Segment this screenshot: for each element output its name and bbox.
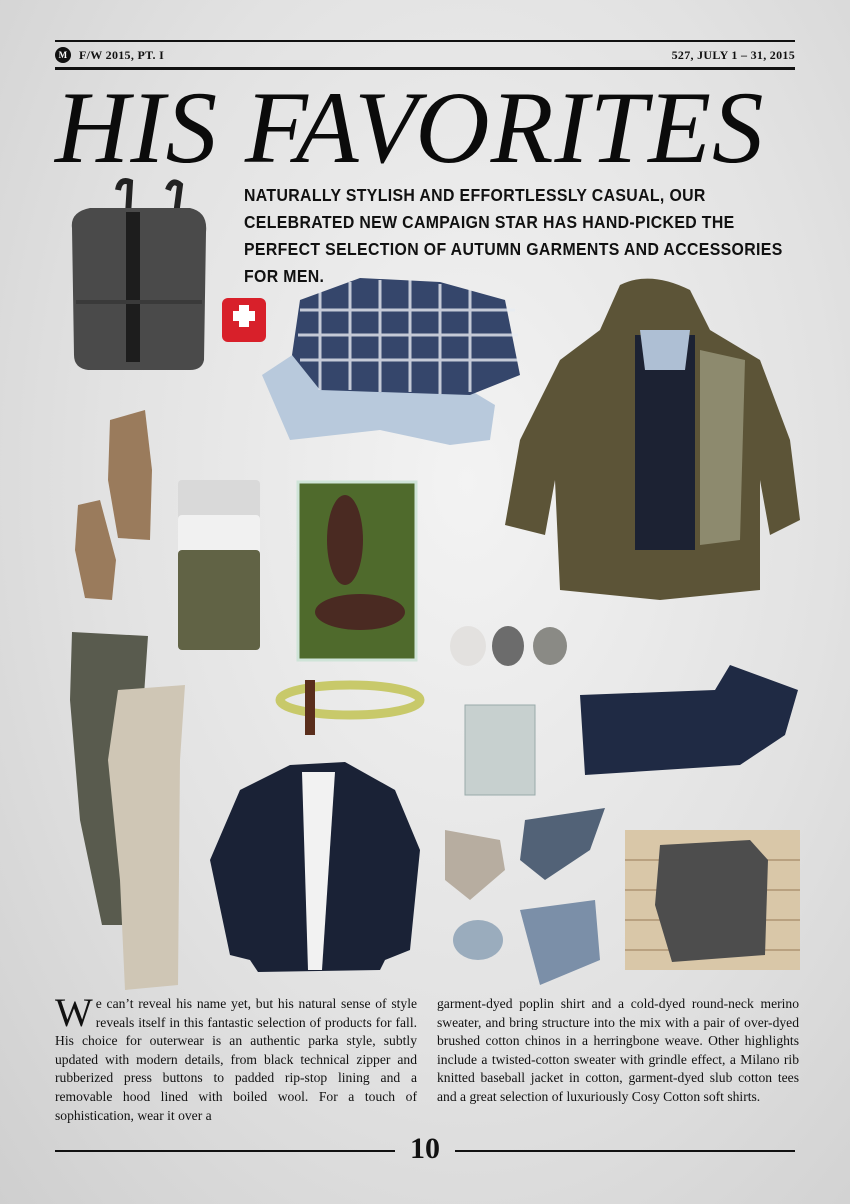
scarves-icon [445,808,605,985]
brand-logo-icon: M [55,47,71,63]
body-column-1 [55,990,417,1125]
body-col1-text: e can’t reveal his name yet, but his natural sense of style reveals itself in this fantastic selection of products for fall. His choice for outerwear is an authentic parka style, subtly updated with modern details, from black technical zipper and rubberized press buttons to padded rip-stop lining and a removable hood lined with boiled wool. For a touch of sophistication, wear it over a [55,996,417,1123]
baseball-jacket-icon [210,762,420,972]
shirts-icon [262,278,520,445]
dropcap: W [55,990,93,1035]
chinos-icon [580,665,798,775]
date-label: 527, JULY 1 – 31, 2015 [671,47,795,62]
stones-icon [450,626,567,666]
issue-label: F/W 2015, PT. I [79,47,165,62]
parka-icon [505,279,800,600]
page-number: 10 [410,1132,440,1165]
page-title: HIS FAVORITES [55,71,765,185]
logs-sweater-icon [625,830,800,970]
trousers-icon [70,632,185,990]
book-icon [465,705,535,795]
body-column-2: garment-dyed poplin shirt and a cold-dyed round-neck merino sweater, and bring structure into the mix with a pair of over-dyed brushed cotton chinos in a herringbone weave. Other highlights include a twisted-cotton sweater with grindle effect, a Milano rib knitted baseball jacket in cotton, garment-dyed slub cotton tees and a great selection of luxuriously Cosy Cotton soft shirts. [437,996,799,1104]
first-aid-kit-icon [222,298,266,342]
bark-icon [75,410,152,600]
backpack-icon [72,181,206,370]
sneakers-icon [298,482,416,660]
footer-rule-right [455,1150,795,1152]
footer-rule-left [55,1150,395,1152]
belt-rope-icon [280,680,420,735]
tshirts-icon [178,480,260,650]
intro-text: NATURALLY STYLISH AND EFFORTLESSLY CASUAL, OUR CELEBRATED NEW CAMPAIGN STAR HAS HAND-PICKED THE PERFECT SELECTION OF AUTUMN GARMENTS AND ACCESSORIES FOR MEN. [244,185,783,286]
